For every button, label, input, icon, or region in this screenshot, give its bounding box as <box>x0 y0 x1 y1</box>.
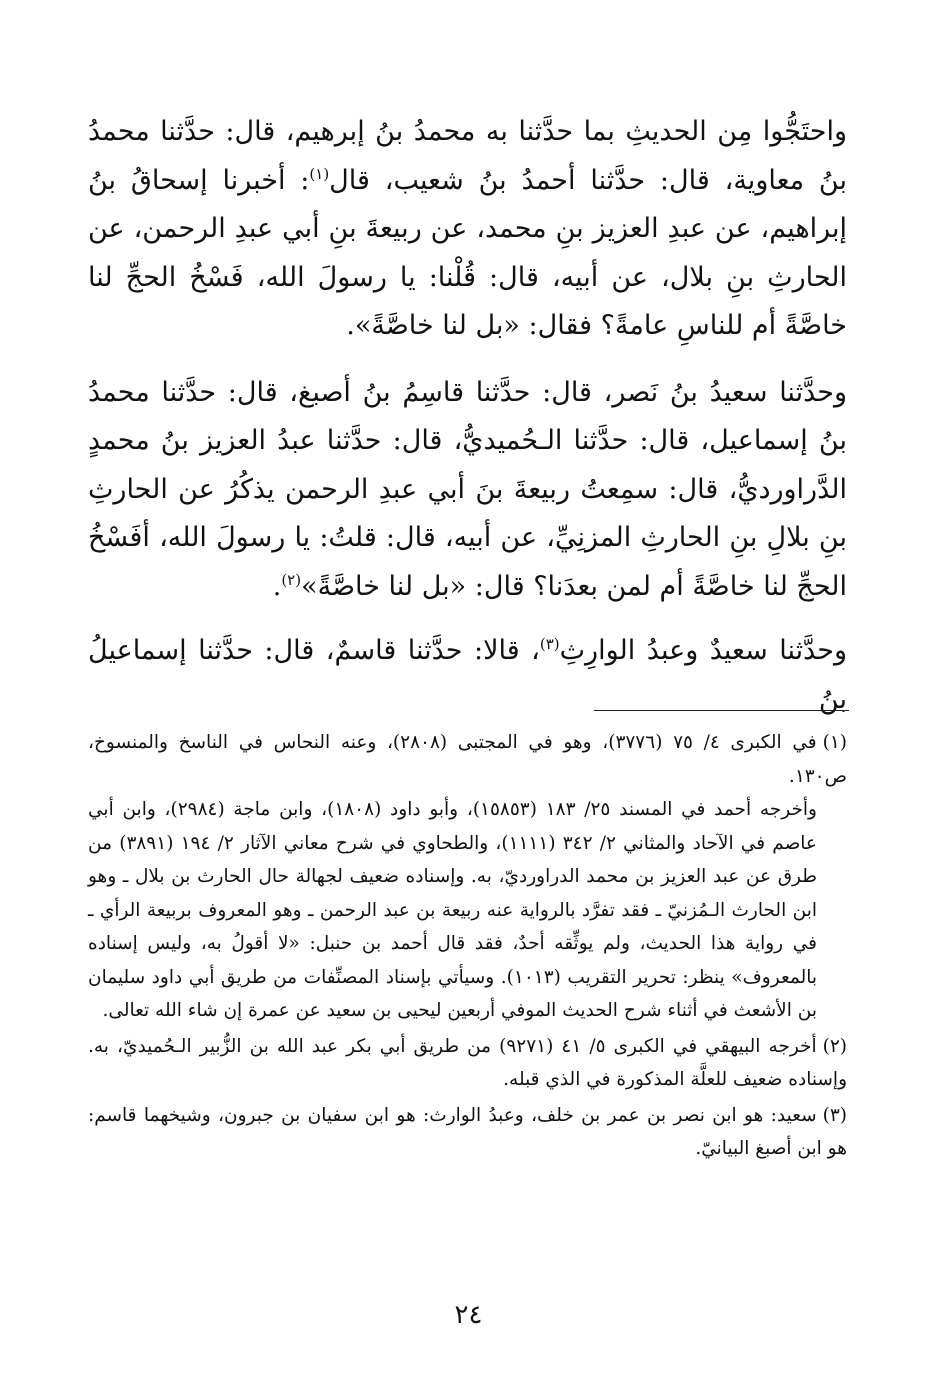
main-text <box>88 108 847 740</box>
paragraph-3-text-b: ، قالا: حدَّثنا قاسمٌ، قال: حدَّثنا إسماعيلُ بنُ <box>88 635 847 715</box>
footnote-2 <box>88 1030 847 1097</box>
footnote-3 <box>88 1099 847 1166</box>
footnote-ref-1: (١) <box>309 164 330 183</box>
footnote-1-number: (١) <box>822 732 847 753</box>
footnote-1 <box>88 726 847 1028</box>
footnote-2-number: (٢) <box>822 1035 847 1057</box>
footnote-separator <box>594 710 849 711</box>
paragraph-1-text-a: واحتَجُّوا مِن الحديثِ بما حدَّثنا به محمدُ بنُ إبرهيم، قال: حدَّثنا محمدُ بنُ معاوية، قال: حدَّثنا أحمدُ بنُ شعيب، قال <box>88 116 847 196</box>
footnote-1-first <box>88 726 847 793</box>
paragraph-2-end: . <box>272 570 282 602</box>
footnote-1-text: في الكبرى ٤/ ٧٥ (٣٧٧٦)، وهو في المجتبى (٢٨٠٨)، وعنه النحاس في الناسخ والمنسوخ، ص١٣٠. <box>88 732 847 787</box>
paragraph-2-text: وحدَّثنا سعيدُ بنُ نَصر، قال: حدَّثنا قاسِمُ بنُ أصبغ، قال: حدَّثنا محمدُ بنُ إسماعيل، قال: حدَّثنا الـحُميديُّ، قال: حدَّثنا عبدُ العزيز بنُ محمدٍ الدَّراورديُّ، قال: سمِعتُ ربيعةَ بنَ أبي عبدِ الرحمن يذكُرُ عن الحارثِ بنِ بلالِ بنِ الحارثِ المزنِيِّ، عن أبيه، قال: قلتُ: يا رسولَ الله، أفَسْخُ الحجِّ لنا خاصَّةً أم لمن بعدَنا؟ قال: «بل لنا خاصَّةً» <box>88 376 847 602</box>
paragraph-1-text-b: : أخبرنا إسحاقُ بنُ إبراهيم، عن عبدِ العزيز بنِ محمد، عن ربيعةَ بنِ أبي عبدِ الرحمن، عن الحارثِ بنِ بلال، عن أبيه، قال: قُلْنا: يا رسولَ الله، فَسْخُ الحجِّ لنا خاصَّةً أم للناسِ عامةً؟ فقال: «بل لنا خاصَّةً». <box>88 164 847 341</box>
paragraph-2 <box>88 369 847 612</box>
footnote-3-text: سعيد: هو ابن نصر بن عمر بن خلف، وعبدُ الوارث: هو ابن سفيان بن جبرون، وشيخهما قاسم: هو ابن أصبغ البيانيّ. <box>88 1104 847 1159</box>
footnote-2-text: أخرجه البيهقي في الكبرى ٥/ ٤١ (٩٢٧١) من طريق أبي بكر عبد الله بن الزُّبير الـحُميديّ، به. وإسناده ضعيف للعلَّة المذكورة في الذي قبله. <box>88 1035 847 1090</box>
page-number: ٢٤ <box>454 1300 483 1330</box>
paragraph-3-text-a: وحدَّثنا سعيدٌ وعبدُ الوارِثِ <box>559 635 848 666</box>
footnote-1-continuation: وأخرجه أحمد في المسند ٢٥/ ١٨٣ (١٥٨٥٣)، وأبو داود (١٨٠٨)، وابن ماجة (٢٩٨٤)، وابن أبي عاصم في الآحاد والمثاني ٢/ ٣٤٢ (١١١١)، والطحاوي في شرح معاني الآثار ٢/ ١٩٤ (٣٨٩١) من طرق عن عبد العزيز بن محمد الدراورديّ، به. وإسناده ضعيف لجهالة حال الحارث بن بلال ـ وهو ابن الحارث الـمُزنيّ ـ فقد تفرَّد بالرواية عنه ربيعة بن عبد الرحمن ـ وهو المعروف بربيعة الرأي ـ في رواية هذا الحديث، ولم يوثِّقه أحدٌ، فقد قال أحمد بن حنبل: «لا أقولُ به، وليس إسناده بالمعروف» ينظر: تحرير التقريب (١٠١٣). وسيأتي بإسناد المصنِّفات من طريق أبي داود سليمان بن الأشعث في أثناء شرح الحديث الموفي أربعين ليحيى بن سعيد عن عمرة إن شاء الله تعالى. <box>88 799 817 1021</box>
footnote-3-number: (٣) <box>822 1104 847 1126</box>
footnote-ref-2: (٢) <box>281 570 302 589</box>
footnote-ref-3: (٣) <box>539 635 560 653</box>
paragraph-1 <box>88 108 847 351</box>
footnotes <box>88 726 847 1168</box>
